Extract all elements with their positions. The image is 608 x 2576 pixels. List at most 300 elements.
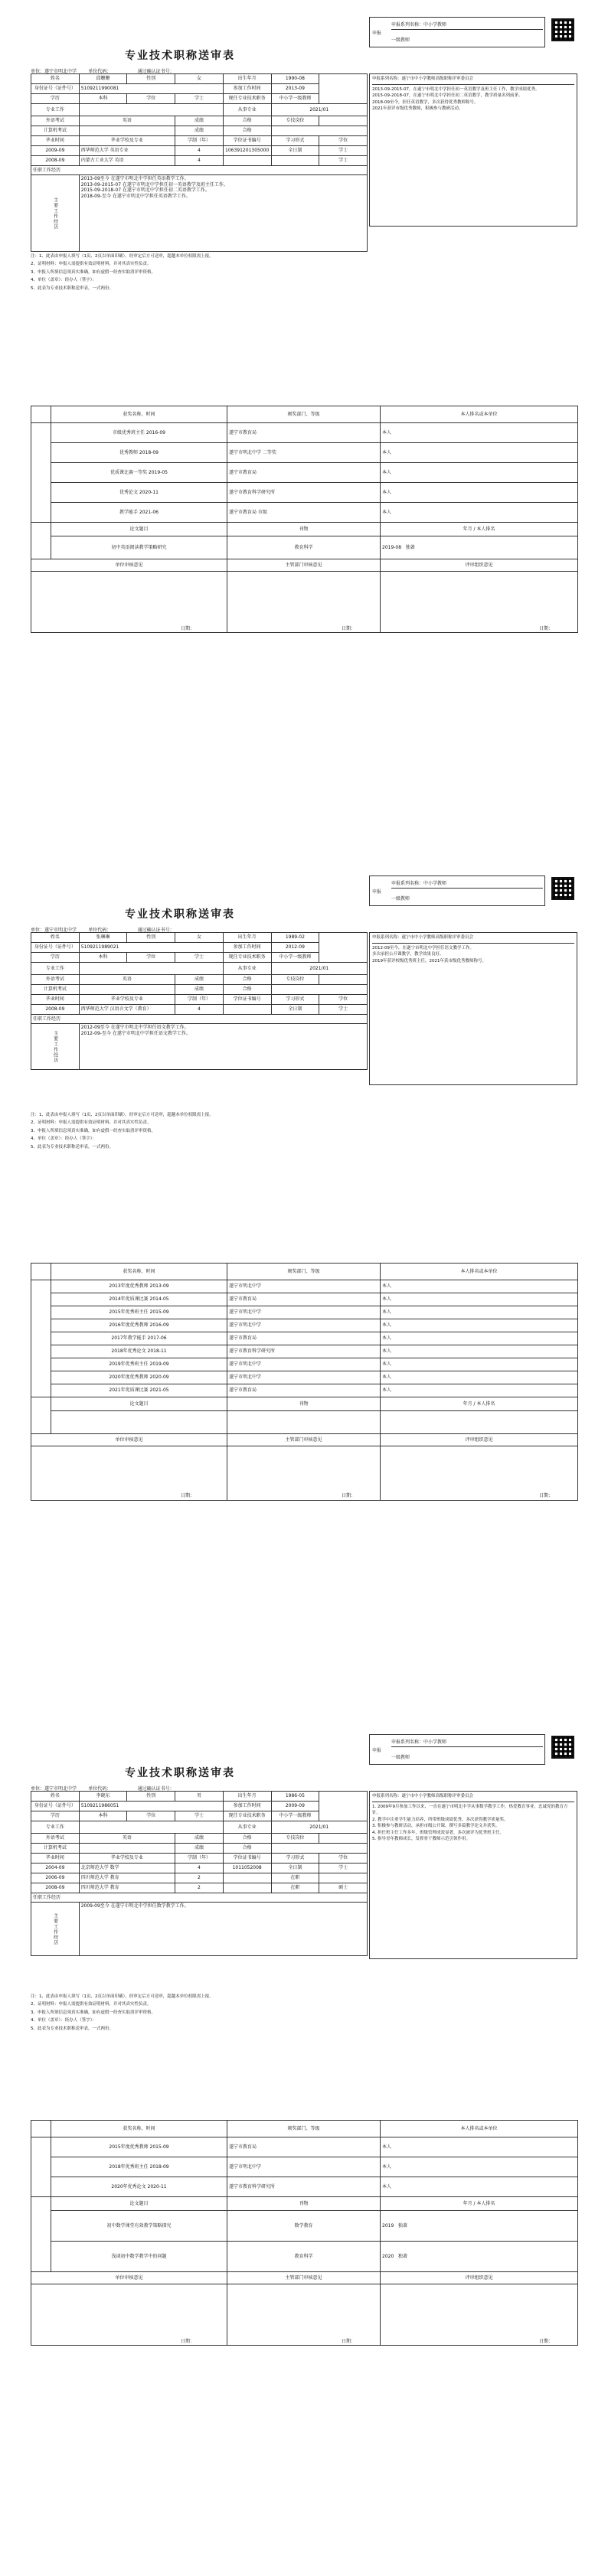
- years-head: 学制（年）: [175, 136, 224, 146]
- name-value: 张琳琳: [79, 933, 127, 943]
- award-name: 2020年优秀论文 2020-11: [51, 2177, 227, 2197]
- name-value: 李晓东: [79, 1792, 127, 1802]
- work-entry: 2009-09至今 在遂宁市明北中学担任数学教学工作。: [80, 1903, 189, 1909]
- paper-head-0: 论文题目: [51, 523, 227, 536]
- grad-time-head: 毕业时间: [31, 136, 80, 146]
- edu-mode: 在职: [271, 1883, 319, 1893]
- award-name: 2018年优秀论文 2018-11: [51, 1345, 227, 1358]
- work-entry: 2012-09-至今 在遂宁市明北中学担任语文教学工作。: [80, 1030, 191, 1036]
- work-head: 任职工作经历: [31, 1015, 368, 1024]
- prof-job-label: 专技岗位: [271, 116, 319, 126]
- edu-period: 2008-09: [31, 1883, 80, 1893]
- foreign-label: 外语考试: [31, 116, 80, 126]
- award-head-right: 本人排名或本单位: [381, 1264, 578, 1280]
- side-item: 3. 积极参与教研活动，承担市级公开课，撰写多篇教学论文并获奖。: [372, 1824, 500, 1829]
- note-line: 5、此表为专业技术职称送审表，一式两份。: [31, 2026, 114, 2031]
- note-line: 2、证明材料：申报人需提供有效证明材料，并对其真实性负责。: [31, 262, 152, 267]
- edu-cert-no: 106391201305000: [223, 146, 271, 156]
- award-rank: 本人: [381, 483, 578, 503]
- paper-side: [31, 1397, 51, 1434]
- sign-right-box: 日期：: [381, 2284, 578, 2346]
- corner: [31, 406, 51, 423]
- award-row: [31, 423, 578, 443]
- form-sheet-1: [0, 0, 608, 398]
- edu-value: 本科: [79, 1811, 127, 1821]
- deg-head: 学位: [319, 1854, 368, 1864]
- corner: [31, 2121, 51, 2137]
- apply-series: 申报系列名称：中小学教师: [391, 879, 543, 889]
- sign-left-head: 单位审核意见: [31, 2272, 227, 2284]
- computer-label: 计算机考试: [31, 985, 80, 995]
- note-line: 注：1、此表由申报人填写（1页、2页以单面印刷）。经审定后方可送审，超越本单位权限需上报。: [31, 1113, 214, 1117]
- paper-date: 2019 独著: [381, 2211, 578, 2242]
- edu-years: 4: [175, 146, 224, 156]
- edu-years: 4: [175, 1864, 224, 1873]
- paper-title: 浅谈初中数学教学中的问题: [51, 2242, 227, 2272]
- award-row: [31, 2177, 578, 2197]
- award-row: [31, 1345, 578, 1358]
- award-side: [31, 2137, 51, 2197]
- prof-job-value: [319, 1834, 368, 1844]
- award-row: [31, 443, 578, 463]
- apply-series: 申报系列名称：中小学教师: [391, 1738, 543, 1747]
- sign-right-head: 评审组织意见: [381, 1434, 578, 1446]
- award-org: 遂宁市教育局 市级: [227, 503, 381, 523]
- award-rank: 本人: [381, 1345, 578, 1358]
- paper-title: 初中英语阅读教学策略研究: [51, 536, 227, 559]
- apply-level: 一级教师: [391, 896, 410, 902]
- award-rank: 本人: [381, 2177, 578, 2197]
- computer-label: 计算机考试: [31, 126, 80, 136]
- birth-value: 1989-02: [271, 933, 319, 943]
- apply-level: 一级教师: [391, 1755, 410, 1760]
- side-title: 申报系列名称：遂宁市中小学教师高级职称评审委员会: [372, 1793, 574, 1802]
- school-head: 毕业学校及专业: [79, 136, 175, 146]
- score-label: 成绩: [175, 1834, 224, 1844]
- edu-years: 4: [175, 156, 224, 166]
- computer-score-label: 成绩: [175, 1844, 224, 1854]
- unit-line: 单位：遂宁市明北中学 单位代码： 通过确认证书号：: [31, 1786, 175, 1792]
- award-org: 遂宁市明北中学: [227, 2157, 381, 2177]
- computer-name: [79, 985, 175, 995]
- work-time-value: 2012-09: [271, 943, 319, 953]
- qr-code-icon: [551, 18, 574, 41]
- award-org: 遂宁市明北中学: [227, 1319, 381, 1332]
- side-item: 5. 指导青年教师成长，发挥骨干教师示范引领作用。: [372, 1837, 470, 1842]
- edu-mode: 全日制: [271, 146, 319, 156]
- award-head-right: 本人排名或本单位: [381, 2121, 578, 2137]
- paper-head-date: 年月 / 本人排名: [381, 1397, 578, 1411]
- award-rank: 本人: [381, 1358, 578, 1371]
- award-rank: 本人: [381, 1319, 578, 1332]
- id-value: 5109211989021: [79, 943, 223, 953]
- note-line: 4、单位（盖章）：经办人（签字）：: [31, 1136, 97, 1142]
- award-org: 遂宁市明北中学: [227, 1280, 381, 1293]
- empty-cell: [271, 126, 367, 136]
- award-name: 优质课比赛一等奖 2019-05: [51, 463, 227, 483]
- main-work-label: 主要工作经历: [31, 1903, 80, 1956]
- score-label: 成绩: [175, 116, 224, 126]
- work-entry: 2018-09-至今 在遂宁市明北中学担任英语教学工作。: [80, 193, 191, 199]
- award-rank: 本人: [381, 1371, 578, 1384]
- form-notes: [31, 1111, 577, 1151]
- mode-head: 学习形式: [271, 995, 319, 1005]
- current-label: 现任专业技术职务: [223, 94, 271, 104]
- paper-head-date: 年月 / 本人排名: [381, 2197, 578, 2211]
- score-value: 合格: [223, 116, 271, 126]
- sign-right-box: 日期：: [381, 1446, 578, 1501]
- edu-label: 学历: [31, 1811, 80, 1821]
- sign-left-head: 单位审核意见: [31, 1434, 227, 1446]
- edu-period: 2004-09: [31, 1864, 80, 1873]
- id-label: 身份证号（证件号）: [31, 943, 80, 953]
- school-head: 毕业学校及专业: [79, 995, 175, 1005]
- photo-cell: [319, 74, 368, 104]
- foreign-value: 英语: [79, 975, 175, 985]
- title-level-value: [79, 963, 223, 975]
- side-summary: [369, 73, 577, 227]
- side-summary: [369, 932, 577, 1085]
- award-rank: 本人: [381, 2137, 578, 2157]
- award-name: 教学能手 2021-06: [51, 503, 227, 523]
- edu-period: 2006-09: [31, 1873, 80, 1883]
- form-notes: [31, 1993, 577, 2033]
- edu-years: 2: [175, 1873, 224, 1883]
- main-work-label: 主要工作经历: [31, 175, 80, 252]
- award-org: 遂宁市教育局: [227, 1384, 381, 1397]
- note-line: 5、此表为专业技术职称送审表，一式两份。: [31, 1144, 114, 1149]
- edu-degree: [319, 1873, 368, 1883]
- award-org: 遂宁市教育科学研究所: [227, 1345, 381, 1358]
- edu-cert-no: [223, 156, 271, 166]
- foreign-value: 英语: [79, 1834, 175, 1844]
- score-value: 合格: [223, 1834, 271, 1844]
- title-level-value: [79, 104, 223, 116]
- paper-head-0: 论文题目: [51, 2197, 227, 2211]
- name-label: 姓名: [31, 1792, 80, 1802]
- award-side: [31, 423, 51, 523]
- side-item: 2012-09至今，在遂宁市明北中学担任语文教学工作。: [372, 945, 474, 951]
- note-line: 3、申报人所填信息须真实准确，如有虚假一经查实取消评审资格。: [31, 2010, 156, 2015]
- side-item: 2018-09至今，担任英语教学，多次获得优秀教师称号。: [372, 99, 479, 105]
- birth-label: 出生年月: [223, 933, 271, 943]
- applicant-table: [31, 73, 368, 252]
- paper-journal: 数学教育: [227, 2211, 381, 2242]
- note-line: 5、此表为专业技术职称送审表，一式两份。: [31, 285, 114, 291]
- award-org: 遂宁市明北中学: [227, 1371, 381, 1384]
- degree-no-head: 学位证书编号: [223, 1854, 271, 1864]
- sign-mid-box: 日期：: [227, 2284, 381, 2346]
- award-org: 遂宁市教育局: [227, 1293, 381, 1306]
- award-row: [31, 2137, 578, 2157]
- computer-name: [79, 1844, 175, 1854]
- note-line: 4、单位（盖章）：经办人（签字）：: [31, 278, 97, 283]
- degree-label: 学位: [127, 94, 175, 104]
- edu-value: 本科: [79, 953, 127, 963]
- edu-mode: 全日制: [271, 1005, 319, 1015]
- title-date-value: 2021/01: [271, 104, 367, 116]
- paper-date: 2019-08 独著: [381, 536, 578, 559]
- award-name: 2014年优质课比赛 2014-05: [51, 1293, 227, 1306]
- sign-mid-head: 主管部门审核意见: [227, 2272, 381, 2284]
- work-time-label: 参加工作时间: [223, 943, 271, 953]
- degree-label: 学位: [127, 953, 175, 963]
- apply-label: 申报: [372, 889, 382, 895]
- birth-value: 1986-05: [271, 1792, 319, 1802]
- foreign-value: 英语: [79, 116, 175, 126]
- empty-cell: [271, 985, 367, 995]
- award-name: 优秀教师 2018-09: [51, 443, 227, 463]
- award-row: [31, 1293, 578, 1306]
- sign-mid-box: 日期：: [227, 1446, 381, 1501]
- gender-value: 男: [175, 1792, 224, 1802]
- edu-school: 北京师范大学 数学: [79, 1864, 175, 1873]
- side-item: 2015-09-2018-07，在遂宁市明北中学担任初二英语教学，教学质量名列前茅。: [372, 93, 523, 99]
- edu-row: [31, 156, 368, 166]
- degree-no-head: 学位证书编号: [223, 995, 271, 1005]
- apply-label: 申报: [372, 1748, 382, 1753]
- sign-right-head: 评审组织意见: [381, 2272, 578, 2284]
- award-head-mid: 颁奖部门、等级: [227, 406, 381, 423]
- award-row: [31, 1280, 578, 1293]
- work-time-value: 2013-09: [271, 84, 319, 94]
- award-name: 2021年优质课比赛 2021-05: [51, 1384, 227, 1397]
- edu-cert-no: [223, 1883, 271, 1893]
- title-level-label: 专业工作: [31, 1821, 80, 1834]
- name-label: 姓名: [31, 933, 80, 943]
- edu-mode: [271, 156, 319, 166]
- edu-degree: 学士: [319, 156, 368, 166]
- form-sheet-3: [0, 1717, 608, 2115]
- paper-row: [31, 2242, 578, 2272]
- main-work-label: 主要工作经历: [31, 1024, 80, 1070]
- degree-label: 学位: [127, 1811, 175, 1821]
- edu-school: 内蒙古工业大学 英语: [79, 156, 175, 166]
- form-notes: [31, 253, 577, 292]
- deg-head: 学位: [319, 995, 368, 1005]
- prof-job-value: [319, 975, 368, 985]
- award-org: 遂宁市教育科学研究所: [227, 2177, 381, 2197]
- note-line: 3、申报人所填信息须真实准确，如有虚假一经查实取消评审资格。: [31, 1128, 156, 1133]
- edu-row: [31, 146, 368, 156]
- side-title: 申报系列名称：遂宁市中小学教师高级职称评审委员会: [372, 76, 574, 85]
- major-label: 从事专业: [223, 963, 271, 975]
- side-item: 多次承担公开课教学，教学效果良好。: [372, 952, 444, 957]
- computer-score-value: 合格: [223, 126, 271, 136]
- years-head: 学制（年）: [175, 1854, 224, 1864]
- award-rank: 本人: [381, 423, 578, 443]
- degree-value: 学士: [175, 953, 224, 963]
- edu-cert-no: 1011052008: [223, 1864, 271, 1873]
- award-head-left: 获奖名称、时间: [51, 1264, 227, 1280]
- edu-school: 西华师范大学 英语专业: [79, 146, 175, 156]
- edu-years: 4: [175, 1005, 224, 1015]
- years-head: 学制（年）: [175, 995, 224, 1005]
- award-name: 2017年教学能手 2017-06: [51, 1332, 227, 1345]
- award-row: [31, 1358, 578, 1371]
- award-rank: 本人: [381, 1293, 578, 1306]
- edu-years: 2: [175, 1883, 224, 1893]
- computer-name: [79, 126, 175, 136]
- sign-mid-box: 日期：: [227, 572, 381, 633]
- side-item: 2. 教学中注重学生能力培养，所带班级成绩优秀，多次获得教学质量奖。: [372, 1817, 508, 1822]
- edu-degree: 学士: [319, 1864, 368, 1873]
- form-sheet-2: [0, 859, 608, 1257]
- award-rank: 本人: [381, 1306, 578, 1319]
- title-date-value: 2021/01: [271, 963, 367, 975]
- side-summary: [369, 1791, 577, 1959]
- birth-value: 1990-08: [271, 74, 319, 84]
- note-line: 2、证明材料：申报人需提供有效证明材料，并对其真实性负责。: [31, 1120, 152, 1126]
- sign-left-box: 日期：: [31, 572, 227, 633]
- award-head-left: 获奖名称、时间: [51, 406, 227, 423]
- current-label: 现任专业技术职务: [223, 953, 271, 963]
- edu-cert-no: [223, 1873, 271, 1883]
- work-entry: 2013-09-2015-07 在遂宁市明北中学担任初一英语教学及班主任工作。: [80, 181, 228, 187]
- edu-row: [31, 1864, 368, 1873]
- name-value: 邱姗姗: [79, 74, 127, 84]
- award-row: [31, 483, 578, 503]
- side-item: 1. 2009年9月参加工作以来，一直在遂宁市明北中学从事数学教学工作，热爱教育事业，忠诚党的教育方针。: [372, 1804, 568, 1816]
- award-rank: 本人: [381, 443, 578, 463]
- id-label: 身份证号（证件号）: [31, 1802, 80, 1811]
- edu-mode: 全日制: [271, 1864, 319, 1873]
- edu-label: 学历: [31, 94, 80, 104]
- note-line: 注：1、此表由申报人填写（1页、2页以单面印刷）。经审定后方可送审，超越本单位权限需上报。: [31, 254, 214, 259]
- award-row: [31, 503, 578, 523]
- apply-label: 申报: [372, 31, 382, 36]
- edu-row: [31, 1005, 368, 1015]
- note-line: 注：1、此表由申报人填写（1页、2页以单面印刷）。经审定后方可送审，超越本单位权限需上报。: [31, 1994, 214, 1999]
- award-side: [31, 1280, 51, 1397]
- edu-value: 本科: [79, 94, 127, 104]
- prof-job-label: 专技岗位: [271, 1834, 319, 1844]
- deg-head: 学位: [319, 136, 368, 146]
- edu-row: [31, 1873, 368, 1883]
- edu-degree: 学士: [319, 146, 368, 156]
- award-org: 遂宁市教育局: [227, 2137, 381, 2157]
- sign-left-box: 日期：: [31, 2284, 227, 2346]
- award-name: 市级优秀班主任 2016-09: [51, 423, 227, 443]
- current-value: 中小学一级教师: [271, 953, 319, 963]
- title-level-value: [79, 1821, 223, 1834]
- award-head-mid: 颁奖部门、等级: [227, 1264, 381, 1280]
- work-head: 任职工作经历: [31, 166, 368, 175]
- award-rank: 本人: [381, 1280, 578, 1293]
- id-value: 5109211986051: [79, 1802, 223, 1811]
- paper-row: [31, 536, 578, 559]
- degree-value: 学士: [175, 1811, 224, 1821]
- major-label: 从事专业: [223, 104, 271, 116]
- sign-left-head: 单位审核意见: [31, 559, 227, 572]
- edu-cert-no: [223, 1005, 271, 1015]
- paper-row: [31, 2211, 578, 2242]
- award-row: [31, 1384, 578, 1397]
- paper-side: [31, 523, 51, 559]
- edu-period: 2008-09: [31, 156, 80, 166]
- note-line: 2、证明材料：申报人需提供有效证明材料，并对其真实性负责。: [31, 2002, 152, 2007]
- id-label: 身份证号（证件号）: [31, 84, 80, 94]
- edu-school: 西华师范大学 汉语言文学（教育）: [79, 1005, 175, 1015]
- award-name: 2020年度优秀教师 2020-09: [51, 1371, 227, 1384]
- paper-head-journal: 刊物: [227, 2197, 381, 2211]
- side-item: 2021年获评市级优秀教师，积极参与教研活动。: [372, 106, 463, 112]
- award-head-right: 本人排名或本单位: [381, 406, 578, 423]
- work-time-label: 参加工作时间: [223, 1802, 271, 1811]
- work-time-value: 2009-09: [271, 1802, 319, 1811]
- edu-row: [31, 1883, 368, 1893]
- foreign-label: 外语考试: [31, 975, 80, 985]
- paper-journal: [227, 1411, 381, 1434]
- paper-row: [31, 1411, 578, 1434]
- form-title: 专业技术职称送审表: [125, 50, 235, 62]
- paper-date: 2020 独著: [381, 2242, 578, 2272]
- award-name: 2019年优秀班主任 2019-09: [51, 1358, 227, 1371]
- side-item: 2013-09-2015-07，在遂宁市明北中学担任初一英语教学及班主任工作，教学成绩优秀。: [372, 86, 540, 92]
- award-org: 遂宁市教育局: [227, 463, 381, 483]
- score-value: 合格: [223, 975, 271, 985]
- sign-left-box: 日期：: [31, 1446, 227, 1501]
- computer-score-label: 成绩: [175, 126, 224, 136]
- review-sheet-1: [31, 406, 577, 742]
- computer-score-value: 合格: [223, 985, 271, 995]
- work-entries: [79, 1024, 367, 1070]
- mode-head: 学习形式: [271, 1854, 319, 1864]
- title-date-value: 2021/01: [271, 1821, 367, 1834]
- award-org: 遂宁市明北中学: [227, 1358, 381, 1371]
- award-row: [31, 463, 578, 483]
- award-rank: 本人: [381, 1332, 578, 1345]
- gender-label: 性别: [127, 1792, 175, 1802]
- award-head-mid: 颁奖部门、等级: [227, 2121, 381, 2137]
- applicant-table: [31, 932, 368, 1070]
- sign-right-head: 评审组织意见: [381, 559, 578, 572]
- paper-head-0: 论文题目: [51, 1397, 227, 1411]
- award-name: 2013年度优秀教师 2013-09: [51, 1280, 227, 1293]
- corner: [31, 1264, 51, 1280]
- award-row: [31, 1371, 578, 1384]
- grad-time-head: 毕业时间: [31, 995, 80, 1005]
- degree-value: 学士: [175, 94, 224, 104]
- prof-job-label: 专技岗位: [271, 975, 319, 985]
- qr-code-icon: [551, 877, 574, 900]
- gender-value: 女: [175, 74, 224, 84]
- photo-cell: [319, 1792, 368, 1821]
- paper-head-journal: 刊物: [227, 523, 381, 536]
- edu-school: 四川师范大学 教育: [79, 1873, 175, 1883]
- work-entry: 2013-09至今 在遂宁市明北中学担任英语教学工作。: [80, 176, 189, 181]
- award-row: [31, 1319, 578, 1332]
- id-value: 5109211990081: [79, 84, 223, 94]
- score-label: 成绩: [175, 975, 224, 985]
- applicant-table: [31, 1791, 368, 1956]
- prof-job-value: [319, 116, 368, 126]
- apply-info-box: [369, 1734, 545, 1765]
- title-level-label: 专业工作: [31, 963, 80, 975]
- sign-mid-head: 主管部门审核意见: [227, 559, 381, 572]
- work-head: 任职工作经历: [31, 1893, 368, 1903]
- award-name: 2018年优秀班主任 2018-09: [51, 2157, 227, 2177]
- paper-date: [381, 1411, 578, 1434]
- mode-head: 学习形式: [271, 136, 319, 146]
- current-value: 中小学一级教师: [271, 1811, 319, 1821]
- apply-level: 一级教师: [391, 37, 410, 43]
- computer-label: 计算机考试: [31, 1844, 80, 1854]
- computer-score-value: 合格: [223, 1844, 271, 1854]
- side-item: 4. 担任班主任工作多年，班级管理成效显著，多次被评为优秀班主任。: [372, 1830, 504, 1835]
- award-org: 遂宁市教育局: [227, 423, 381, 443]
- photo-cell: [319, 933, 368, 963]
